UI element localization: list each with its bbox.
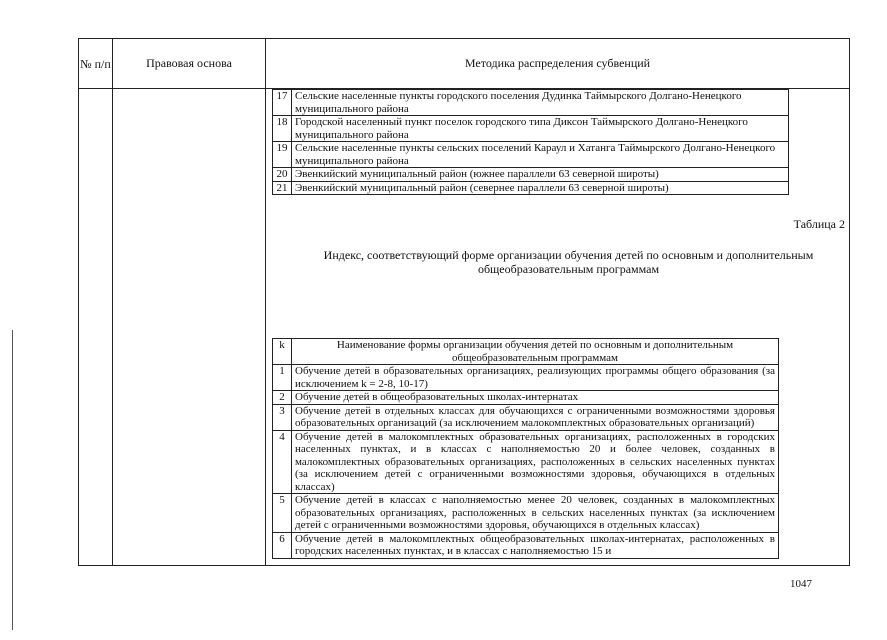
row-number: 1 [273, 365, 292, 391]
header-method: Методика распределения субвенций [266, 39, 850, 89]
table-row [273, 391, 779, 405]
cell-number [79, 89, 113, 566]
header-legal-basis: Правовая основа [113, 39, 266, 89]
table-row [273, 181, 789, 195]
row-number: 20 [273, 168, 292, 182]
table-row [273, 90, 789, 116]
settlements-table [272, 89, 789, 195]
scan-edge-line [12, 330, 13, 630]
page-number: 1047 [790, 578, 812, 590]
row-text: Обучение детей в малокомплектных образовательных организациях, расположенных в городских населенных пунктах, и в классах с наполняемостью 20 и более человек, созданных в малокомплектных образовательных организациях, расположенных в сельских населенных пунктах (за исключением детей с ограниченными возможностями здоровья, обучающихся в отдельных классах) [292, 430, 779, 494]
table-2-title: Индекс, соответствующий форме организации обучения детей по основным и дополнительным общеобразовательным программам [323, 248, 814, 276]
table-row [273, 494, 779, 533]
row-text: Эвенкийский муниципальный район (севернее параллели 63 северной широты) [292, 181, 789, 195]
table-header-row [79, 39, 850, 89]
row-text: Обучение детей в классах с наполняемостью менее 20 человек, созданных в малокомплектных образовательных организациях, расположенных в сельских населенных пунктах (за исключением детей с ограниченными возможностями здоровья, обучающихся в отдельных классах) [292, 494, 779, 533]
header-number-column: № п/п [79, 39, 113, 89]
document-table [78, 38, 850, 566]
table-row [273, 142, 789, 168]
table-header-row [273, 339, 779, 365]
table-row [273, 116, 789, 142]
row-text: Сельские населенные пункты городского поселения Дудинка Таймырского Долгано-Ненецкого муниципального района [292, 90, 789, 116]
row-number: 5 [273, 494, 292, 533]
row-text: Обучение детей в малокомплектных общеобразовательных школах-интернатах, расположенных в городских населенных пунктах, и в классах с наполняемостью 15 и [292, 532, 779, 558]
column-header-k: k [273, 339, 292, 365]
table-row [273, 404, 779, 430]
row-number: 3 [273, 404, 292, 430]
education-forms-table [272, 338, 779, 559]
method-content [266, 89, 849, 565]
table-row [273, 532, 779, 558]
row-text: Обучение детей в общеобразовательных школах-интернатах [292, 391, 779, 405]
table-body-row [79, 89, 850, 566]
cell-method [266, 89, 850, 566]
row-number: 18 [273, 116, 292, 142]
column-header-name: Наименование формы организации обучения детей по основным и дополнительным общеобразовательным программам [292, 339, 779, 365]
row-text: Эвенкийский муниципальный район (южнее параллели 63 северной широты) [292, 168, 789, 182]
row-number: 4 [273, 430, 292, 494]
cell-legal-basis [113, 89, 266, 566]
row-number: 17 [273, 90, 292, 116]
row-number: 21 [273, 181, 292, 195]
table-row [273, 430, 779, 494]
row-number: 19 [273, 142, 292, 168]
row-text: Обучение детей в отдельных классах для обучающихся с ограниченными возможностями здоровья образовательных организаций (за исключением малокомплектных образовательных организаций) [292, 404, 779, 430]
table-row [273, 168, 789, 182]
row-text: Сельские населенные пункты сельских поселений Караул и Хатанга Таймырского Долгано-Ненецкого муниципального района [292, 142, 789, 168]
table-row [273, 365, 779, 391]
table-2-label: Таблица 2 [793, 217, 845, 231]
row-number: 6 [273, 532, 292, 558]
row-number: 2 [273, 391, 292, 405]
row-text: Обучение детей в образовательных организациях, реализующих программы общего образования (за исключением k = 2-8, 10-17) [292, 365, 779, 391]
row-text: Городской населенный пункт поселок городского типа Диксон Таймырского Долгано-Ненецкого муниципального района [292, 116, 789, 142]
